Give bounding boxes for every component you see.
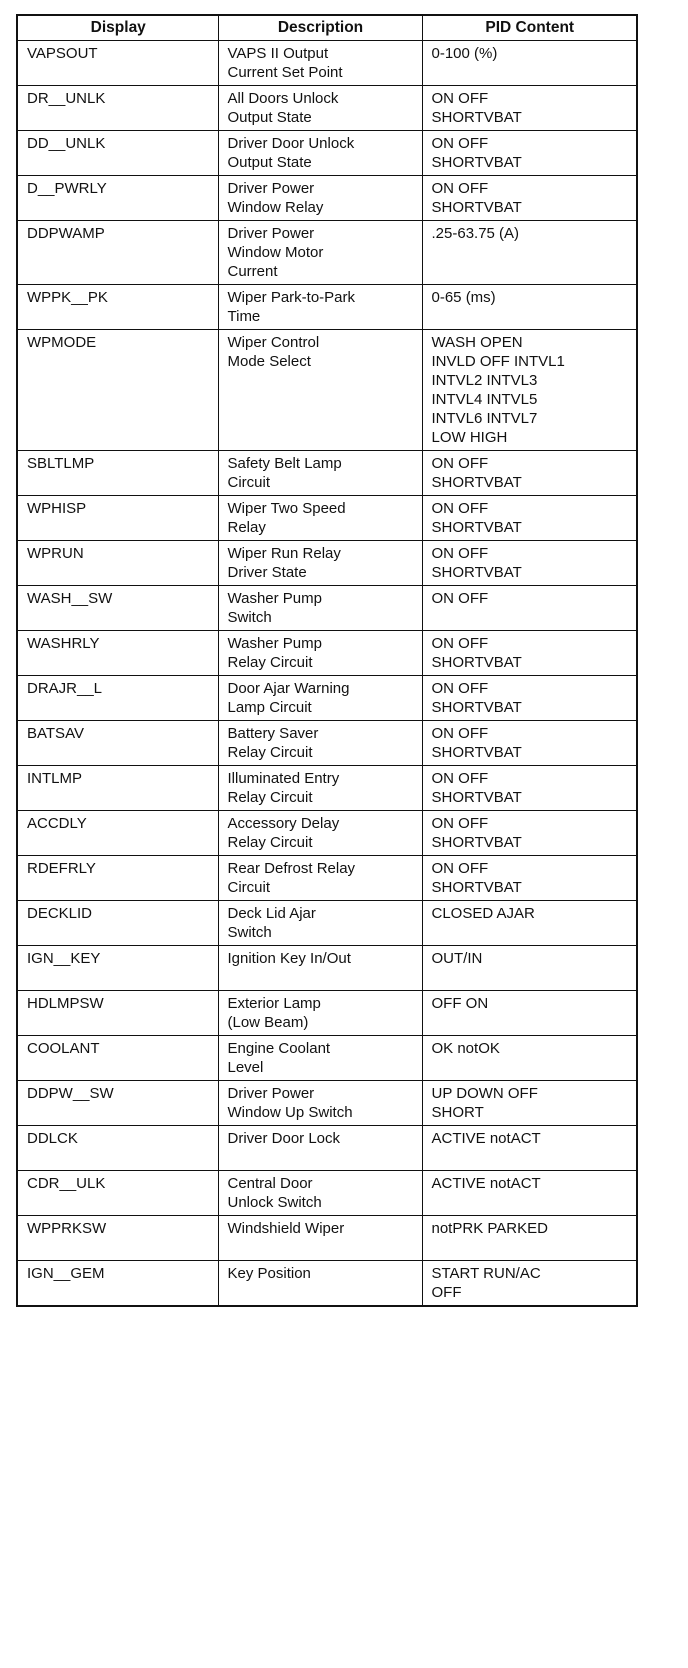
- description-line: Circuit: [227, 879, 271, 896]
- description-cell: [218, 131, 422, 176]
- table-row: [17, 541, 637, 586]
- pid-content-line: ON OFF: [431, 500, 489, 517]
- description-line: Lamp Circuit: [227, 699, 312, 716]
- description-line: Window Relay: [227, 199, 324, 216]
- display-code: DRAJR__L: [27, 680, 103, 697]
- pid-content-line: SHORTVBAT: [431, 654, 522, 671]
- description-cell: [218, 1081, 422, 1126]
- pid-content-cell: [422, 1171, 637, 1216]
- description-cell: [218, 1036, 422, 1081]
- table-row: [17, 991, 637, 1036]
- description-line: Output State: [227, 154, 312, 171]
- display-code: WASHRLY: [27, 635, 100, 652]
- description-line: Wiper Control: [227, 334, 320, 351]
- pid-content-line: notPRK PARKED: [431, 1220, 548, 1237]
- description-line: Engine Coolant: [227, 1040, 331, 1057]
- description-cell: [218, 946, 422, 991]
- pid-content-cell: [422, 631, 637, 676]
- display-cell: [17, 451, 218, 496]
- pid-content-cell: [422, 901, 637, 946]
- pid-content-cell: [422, 676, 637, 721]
- description-line: Driver Power: [227, 1085, 315, 1102]
- description-line: Washer Pump: [227, 635, 322, 652]
- pid-content-cell: [422, 86, 637, 131]
- pid-content-line: SHORTVBAT: [431, 744, 522, 761]
- pid-content-line: ON OFF: [431, 635, 489, 652]
- pid-content-line: SHORTVBAT: [431, 154, 522, 171]
- display-cell: [17, 86, 218, 131]
- display-code: IGN__GEM: [27, 1265, 105, 1282]
- pid-content-line: LOW HIGH: [431, 429, 508, 446]
- display-cell: [17, 41, 218, 86]
- description-line: Ignition Key In/Out: [227, 950, 351, 967]
- display-cell: [17, 766, 218, 811]
- table-header: [17, 15, 637, 41]
- pid-content-line: SHORTVBAT: [431, 519, 522, 536]
- display-code: WPPRKSW: [27, 1220, 107, 1237]
- header-display: Display: [17, 15, 218, 41]
- pid-content-line: OFF ON: [431, 995, 489, 1012]
- description-cell: [218, 451, 422, 496]
- display-cell: [17, 811, 218, 856]
- display-code: DD__UNLK: [27, 135, 106, 152]
- display-code: D__PWRLY: [27, 180, 107, 197]
- display-cell: [17, 221, 218, 285]
- description-cell: [218, 1261, 422, 1307]
- pid-content-line: ON OFF: [431, 590, 489, 607]
- table-row: [17, 811, 637, 856]
- table-row: [17, 1036, 637, 1081]
- pid-content-line: ON OFF: [431, 815, 489, 832]
- table-row: [17, 856, 637, 901]
- description-line: Driver State: [227, 564, 307, 581]
- pid-content-line: SHORT: [431, 1104, 484, 1121]
- display-code: SBLTLMP: [27, 455, 95, 472]
- description-line: Level: [227, 1059, 264, 1076]
- table-row: [17, 131, 637, 176]
- pid-content-line: ON OFF: [431, 860, 489, 877]
- description-line: All Doors Unlock: [227, 90, 339, 107]
- description-line: Relay Circuit: [227, 654, 313, 671]
- pid-content-line: SHORTVBAT: [431, 879, 522, 896]
- display-cell: [17, 285, 218, 330]
- table-row: [17, 946, 637, 991]
- table-row: [17, 1261, 637, 1307]
- display-cell: [17, 1036, 218, 1081]
- pid-content-cell: [422, 1036, 637, 1081]
- display-cell: [17, 991, 218, 1036]
- pid-content-line: INVLD OFF INTVL1: [431, 353, 565, 370]
- pid-content-cell: [422, 946, 637, 991]
- description-line: Key Position: [227, 1265, 311, 1282]
- display-cell: [17, 131, 218, 176]
- table-row: [17, 285, 637, 330]
- header-description: Description: [218, 15, 422, 41]
- description-cell: [218, 221, 422, 285]
- table-row: [17, 86, 637, 131]
- description-line: Current Set Point: [227, 64, 343, 81]
- table-row: [17, 631, 637, 676]
- pid-content-line: INTVL4 INTVL5: [431, 391, 538, 408]
- pid-content-cell: [422, 721, 637, 766]
- pid-content-line: SHORTVBAT: [431, 109, 522, 126]
- pid-content-cell: [422, 131, 637, 176]
- pid-table: [16, 14, 638, 1307]
- table-row: [17, 1171, 637, 1216]
- table-row: [17, 221, 637, 285]
- pid-content-cell: [422, 1081, 637, 1126]
- description-line: Driver Door Unlock: [227, 135, 355, 152]
- description-line: Accessory Delay: [227, 815, 340, 832]
- display-cell: [17, 1171, 218, 1216]
- description-line: Window Up Switch: [227, 1104, 353, 1121]
- description-line: Current: [227, 263, 278, 280]
- description-cell: [218, 1216, 422, 1261]
- pid-content-cell: [422, 176, 637, 221]
- description-cell: [218, 766, 422, 811]
- description-line: Central Door: [227, 1175, 313, 1192]
- pid-content-cell: [422, 285, 637, 330]
- pid-content-line: WASH OPEN: [431, 334, 523, 351]
- display-code: RDEFRLY: [27, 860, 96, 877]
- description-line: Driver Power: [227, 180, 315, 197]
- pid-content-line: ON OFF: [431, 680, 489, 697]
- pid-content-cell: [422, 991, 637, 1036]
- display-cell: [17, 586, 218, 631]
- pid-content-cell: [422, 811, 637, 856]
- description-line: Window Motor: [227, 244, 324, 261]
- pid-content-line: OK notOK: [431, 1040, 500, 1057]
- display-cell: [17, 946, 218, 991]
- pid-content-cell: [422, 856, 637, 901]
- description-cell: [218, 856, 422, 901]
- display-code: IGN__KEY: [27, 950, 101, 967]
- description-line: Driver Door Lock: [227, 1130, 341, 1147]
- pid-content-line: OUT/IN: [431, 950, 483, 967]
- pid-content-line: SHORTVBAT: [431, 199, 522, 216]
- description-cell: [218, 811, 422, 856]
- description-line: Relay Circuit: [227, 744, 313, 761]
- table-row: [17, 766, 637, 811]
- description-cell: [218, 496, 422, 541]
- pid-content-cell: [422, 586, 637, 631]
- display-cell: [17, 1126, 218, 1171]
- table-row: [17, 496, 637, 541]
- pid-content-line: CLOSED AJAR: [431, 905, 535, 922]
- display-cell: [17, 330, 218, 451]
- display-code: INTLMP: [27, 770, 83, 787]
- display-cell: [17, 901, 218, 946]
- table-row: [17, 1081, 637, 1126]
- description-line: Relay Circuit: [227, 789, 313, 806]
- description-line: Output State: [227, 109, 312, 126]
- pid-content-line: ON OFF: [431, 545, 489, 562]
- display-code: WASH__SW: [27, 590, 113, 607]
- description-line: VAPS II Output: [227, 45, 329, 62]
- description-cell: [218, 631, 422, 676]
- description-line: Exterior Lamp: [227, 995, 321, 1012]
- pid-content-cell: [422, 1261, 637, 1307]
- description-cell: [218, 86, 422, 131]
- display-code: DDPW__SW: [27, 1085, 114, 1102]
- pid-content-cell: [422, 496, 637, 541]
- description-line: Washer Pump: [227, 590, 322, 607]
- display-code: CDR__ULK: [27, 1175, 106, 1192]
- pid-content-line: ACTIVE notACT: [431, 1175, 541, 1192]
- display-code: WPHISP: [27, 500, 87, 517]
- display-cell: [17, 676, 218, 721]
- display-cell: [17, 1261, 218, 1307]
- table-body: [17, 41, 637, 1307]
- pid-content-cell: [422, 451, 637, 496]
- description-line: Wiper Run Relay: [227, 545, 341, 562]
- description-line: Wiper Park-to-Park: [227, 289, 356, 306]
- description-line: Relay: [227, 519, 266, 536]
- description-line: Wiper Two Speed: [227, 500, 346, 517]
- description-cell: [218, 1171, 422, 1216]
- pid-content-line: INTVL6 INTVL7: [431, 410, 538, 427]
- display-code: DECKLID: [27, 905, 93, 922]
- description-cell: [218, 1126, 422, 1171]
- table-row: [17, 41, 637, 86]
- pid-content-line: 0-100 (%): [431, 45, 498, 62]
- pid-content-line: SHORTVBAT: [431, 564, 522, 581]
- display-code: BATSAV: [27, 725, 84, 742]
- description-cell: [218, 721, 422, 766]
- table-row: [17, 1126, 637, 1171]
- table-row: [17, 451, 637, 496]
- description-line: Rear Defrost Relay: [227, 860, 356, 877]
- pid-content-line: SHORTVBAT: [431, 474, 522, 491]
- display-code: VAPSOUT: [27, 45, 98, 62]
- display-code: DDPWAMP: [27, 225, 105, 242]
- pid-content-cell: [422, 541, 637, 586]
- pid-content-line: SHORTVBAT: [431, 789, 522, 806]
- pid-content-line: ACTIVE notACT: [431, 1130, 541, 1147]
- table-row: [17, 721, 637, 766]
- display-code: WPMODE: [27, 334, 97, 351]
- description-line: Driver Power: [227, 225, 315, 242]
- pid-content-line: ON OFF: [431, 180, 489, 197]
- description-line: Circuit: [227, 474, 271, 491]
- description-line: Deck Lid Ajar: [227, 905, 316, 922]
- description-cell: [218, 176, 422, 221]
- pid-content-line: SHORTVBAT: [431, 699, 522, 716]
- table-row: [17, 901, 637, 946]
- pid-content-cell: [422, 1126, 637, 1171]
- description-cell: [218, 991, 422, 1036]
- description-cell: [218, 541, 422, 586]
- pid-content-line: INTVL2 INTVL3: [431, 372, 538, 389]
- display-cell: [17, 721, 218, 766]
- description-line: Windshield Wiper: [227, 1220, 345, 1237]
- description-line: (Low Beam): [227, 1014, 309, 1031]
- description-line: Unlock Switch: [227, 1194, 322, 1211]
- display-code: ACCDLY: [27, 815, 87, 832]
- display-cell: [17, 541, 218, 586]
- table-row: [17, 676, 637, 721]
- display-code: DR__UNLK: [27, 90, 106, 107]
- pid-content-line: START RUN/AC: [431, 1265, 541, 1282]
- pid-content-line: ON OFF: [431, 455, 489, 472]
- table-row: [17, 1216, 637, 1261]
- pid-content-cell: [422, 221, 637, 285]
- pid-content-cell: [422, 1216, 637, 1261]
- description-cell: [218, 586, 422, 631]
- description-line: Mode Select: [227, 353, 311, 370]
- description-line: Battery Saver: [227, 725, 319, 742]
- description-line: Door Ajar Warning: [227, 680, 350, 697]
- table-row: [17, 586, 637, 631]
- description-cell: [218, 330, 422, 451]
- pid-content-line: ON OFF: [431, 725, 489, 742]
- pid-content-cell: [422, 766, 637, 811]
- description-line: Switch: [227, 609, 272, 626]
- display-cell: [17, 1081, 218, 1126]
- header-pid-content: PID Content: [422, 15, 637, 41]
- pid-content-line: SHORTVBAT: [431, 834, 522, 851]
- table-row: [17, 330, 637, 451]
- pid-table-container: [16, 14, 636, 1307]
- pid-content-line: 0-65 (ms): [431, 289, 496, 306]
- header-row: [17, 15, 637, 41]
- pid-content-line: .25-63.75 (A): [431, 225, 520, 242]
- description-line: Time: [227, 308, 261, 325]
- display-code: HDLMPSW: [27, 995, 104, 1012]
- table-row: [17, 176, 637, 221]
- description-line: Illuminated Entry: [227, 770, 340, 787]
- pid-content-line: UP DOWN OFF: [431, 1085, 538, 1102]
- pid-content-line: ON OFF: [431, 770, 489, 787]
- pid-content-line: ON OFF: [431, 135, 489, 152]
- description-cell: [218, 901, 422, 946]
- description-cell: [218, 285, 422, 330]
- pid-content-cell: [422, 41, 637, 86]
- display-cell: [17, 176, 218, 221]
- display-cell: [17, 496, 218, 541]
- display-code: WPPK__PK: [27, 289, 108, 306]
- description-line: Relay Circuit: [227, 834, 313, 851]
- display-code: WPRUN: [27, 545, 84, 562]
- description-line: Safety Belt Lamp: [227, 455, 342, 472]
- display-cell: [17, 631, 218, 676]
- pid-content-line: OFF: [431, 1284, 462, 1301]
- display-code: DDLCK: [27, 1130, 78, 1147]
- pid-content-line: ON OFF: [431, 90, 489, 107]
- display-code: COOLANT: [27, 1040, 100, 1057]
- description-cell: [218, 41, 422, 86]
- pid-content-cell: [422, 330, 637, 451]
- description-line: Switch: [227, 924, 272, 941]
- description-cell: [218, 676, 422, 721]
- display-cell: [17, 856, 218, 901]
- display-cell: [17, 1216, 218, 1261]
